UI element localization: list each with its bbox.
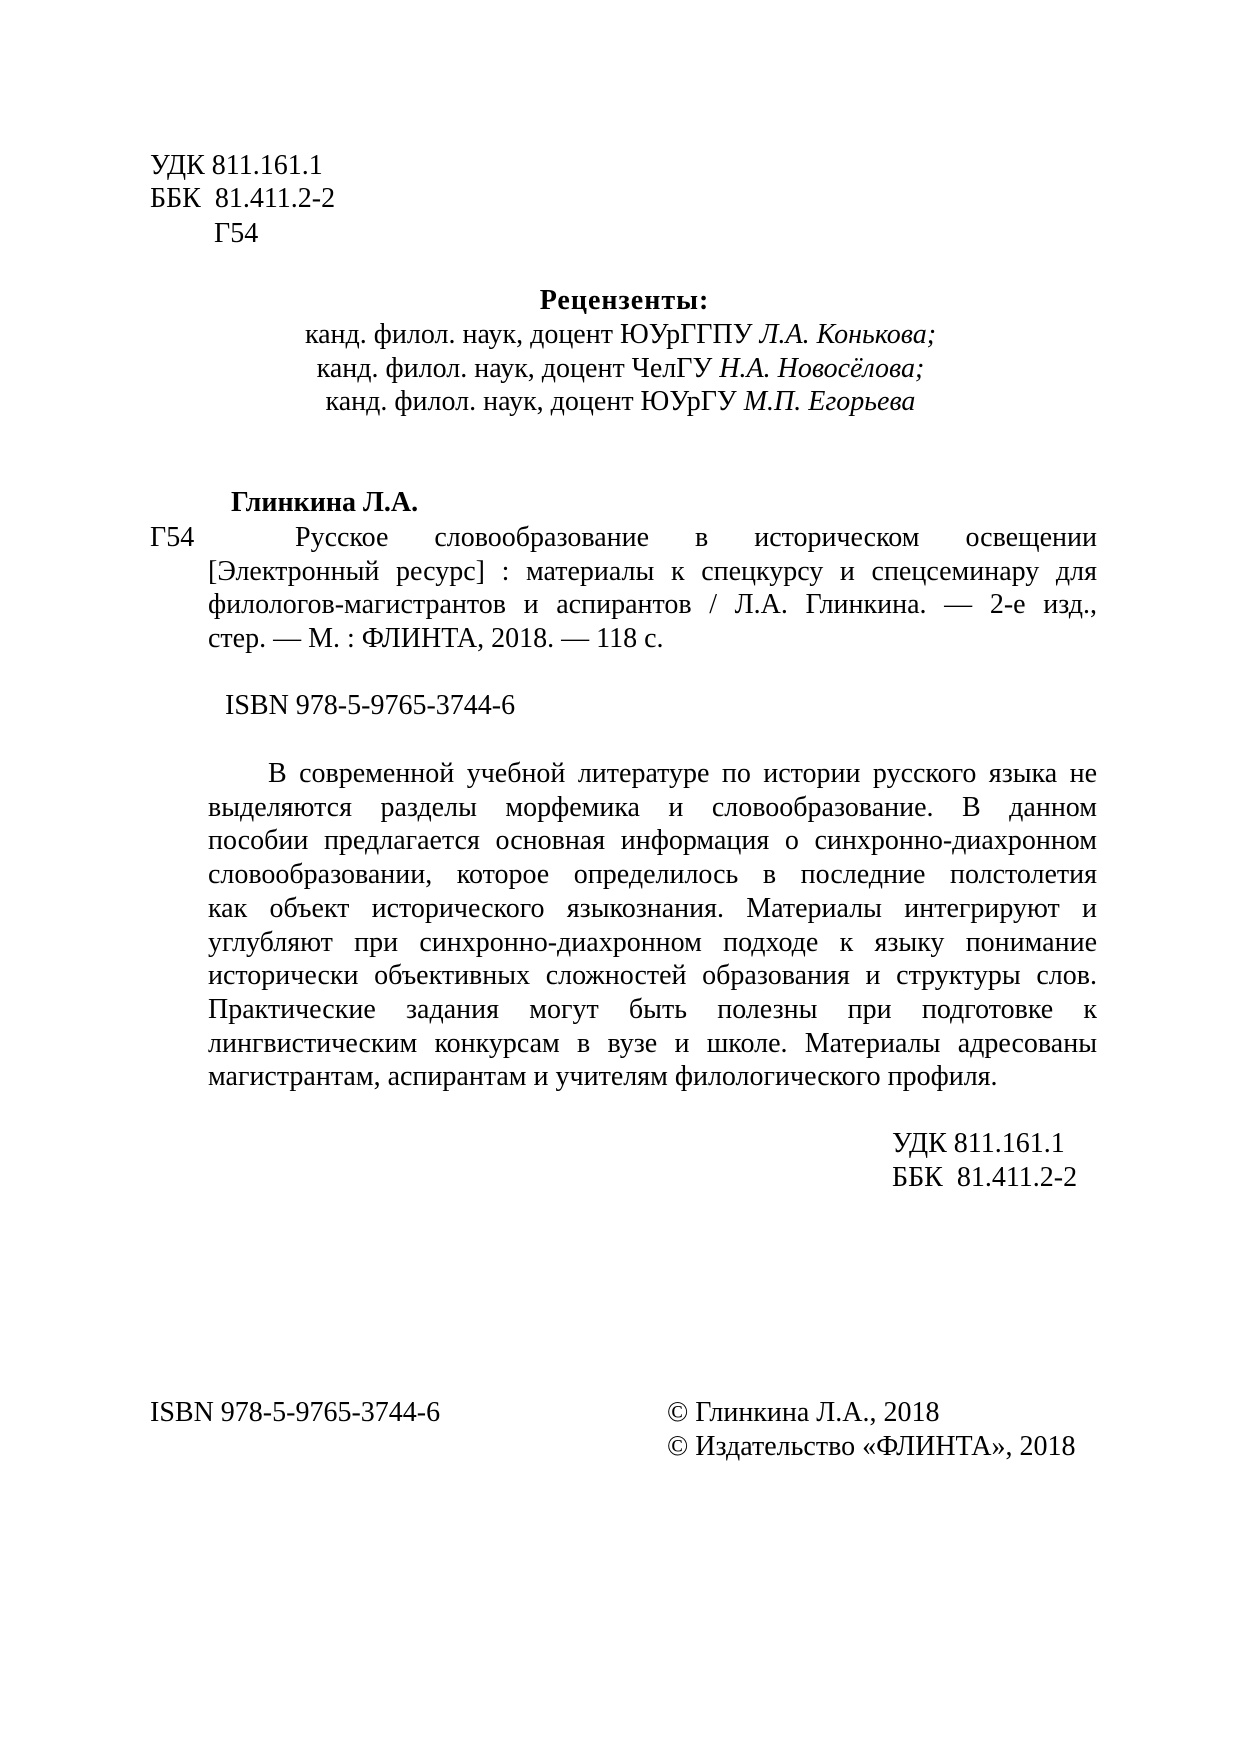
reviewer-name: Н.А. Новосёлова; — [719, 353, 925, 384]
reviewer-position: канд. филол. наук, доцент ЮУрГУ — [325, 386, 737, 417]
udk-code: УДК 811.161.1 — [150, 150, 323, 181]
reviewer-position: канд. филол. наук, доцент ЮУрГГПУ — [304, 319, 753, 350]
bib-isbn: ISBN 978-5-9765-3744-6 — [225, 690, 516, 721]
copyright-publisher: © Издательство «ФЛИНТА», 2018 — [667, 1431, 1076, 1462]
bib-author: Глинкина Л.А. — [231, 487, 419, 518]
abstract-udk: УДК 811.161.1 — [892, 1128, 1065, 1159]
bib-mark: Г54 — [150, 522, 195, 553]
abstract-line: словообразовании, которое определилось в последние полстолетия — [208, 859, 1097, 891]
bbk-code: ББК 81.411.2-2 — [150, 183, 336, 214]
bib-description — [208, 521, 1097, 656]
reviewer-name: М.П. Егорьева — [743, 386, 916, 417]
abstract-line: пособии предлагается основная информация о синхронно-диахронном — [208, 825, 1097, 857]
footer-isbn: ISBN 978-5-9765-3744-6 — [150, 1397, 441, 1428]
bib-line: филологов-магистрантов и аспирантов / Л.А. Глинкина. — 2-е изд., — [208, 589, 1097, 621]
bib-line: стер. — М. : ФЛИНТА, 2018. — 118 с. — [208, 623, 664, 655]
abstract-line: лингвистическим конкурсам в вузе и школе. Материалы адресованы — [208, 1027, 1097, 1059]
reviewers-title: Рецензенты: — [539, 285, 710, 316]
abstract-line: исторически объективных сложностей образования и структуры слов. — [208, 960, 1097, 992]
reviewer-line — [0, 352, 1241, 386]
author-mark: Г54 — [214, 218, 259, 249]
abstract-bbk: ББК 81.411.2-2 — [892, 1162, 1078, 1193]
reviewer-line — [0, 385, 1241, 419]
abstract — [208, 757, 1097, 1094]
abstract-line: углубляют при синхронно-диахронном подходе к языку понимание — [208, 926, 1097, 958]
bib-line: Русское словообразование в историческом освещении — [295, 522, 1097, 553]
reviewer-name: Л.А. Конькова; — [759, 319, 937, 350]
reviewer-position: канд. филол. наук, доцент ЧелГУ — [316, 353, 713, 384]
abstract-line: как объект исторического языкознания. Материалы интегрируют и — [208, 892, 1097, 924]
bib-line: [Электронный ресурс] : материалы к спецкурсу и спецсеминару для — [208, 555, 1097, 587]
abstract-line: магистрантам, аспирантам и учителям филологического профиля. — [208, 1061, 998, 1093]
copyright-author: © Глинкина Л.А., 2018 — [667, 1397, 940, 1428]
abstract-line: Практические задания могут быть полезны при подготовке к — [208, 993, 1097, 1025]
abstract-line: выделяются разделы морфемика и словообразование. В данном — [208, 791, 1097, 823]
reviewer-line — [0, 318, 1241, 352]
abstract-line: В современной учебной литературе по истории русского языка не — [268, 758, 1097, 789]
